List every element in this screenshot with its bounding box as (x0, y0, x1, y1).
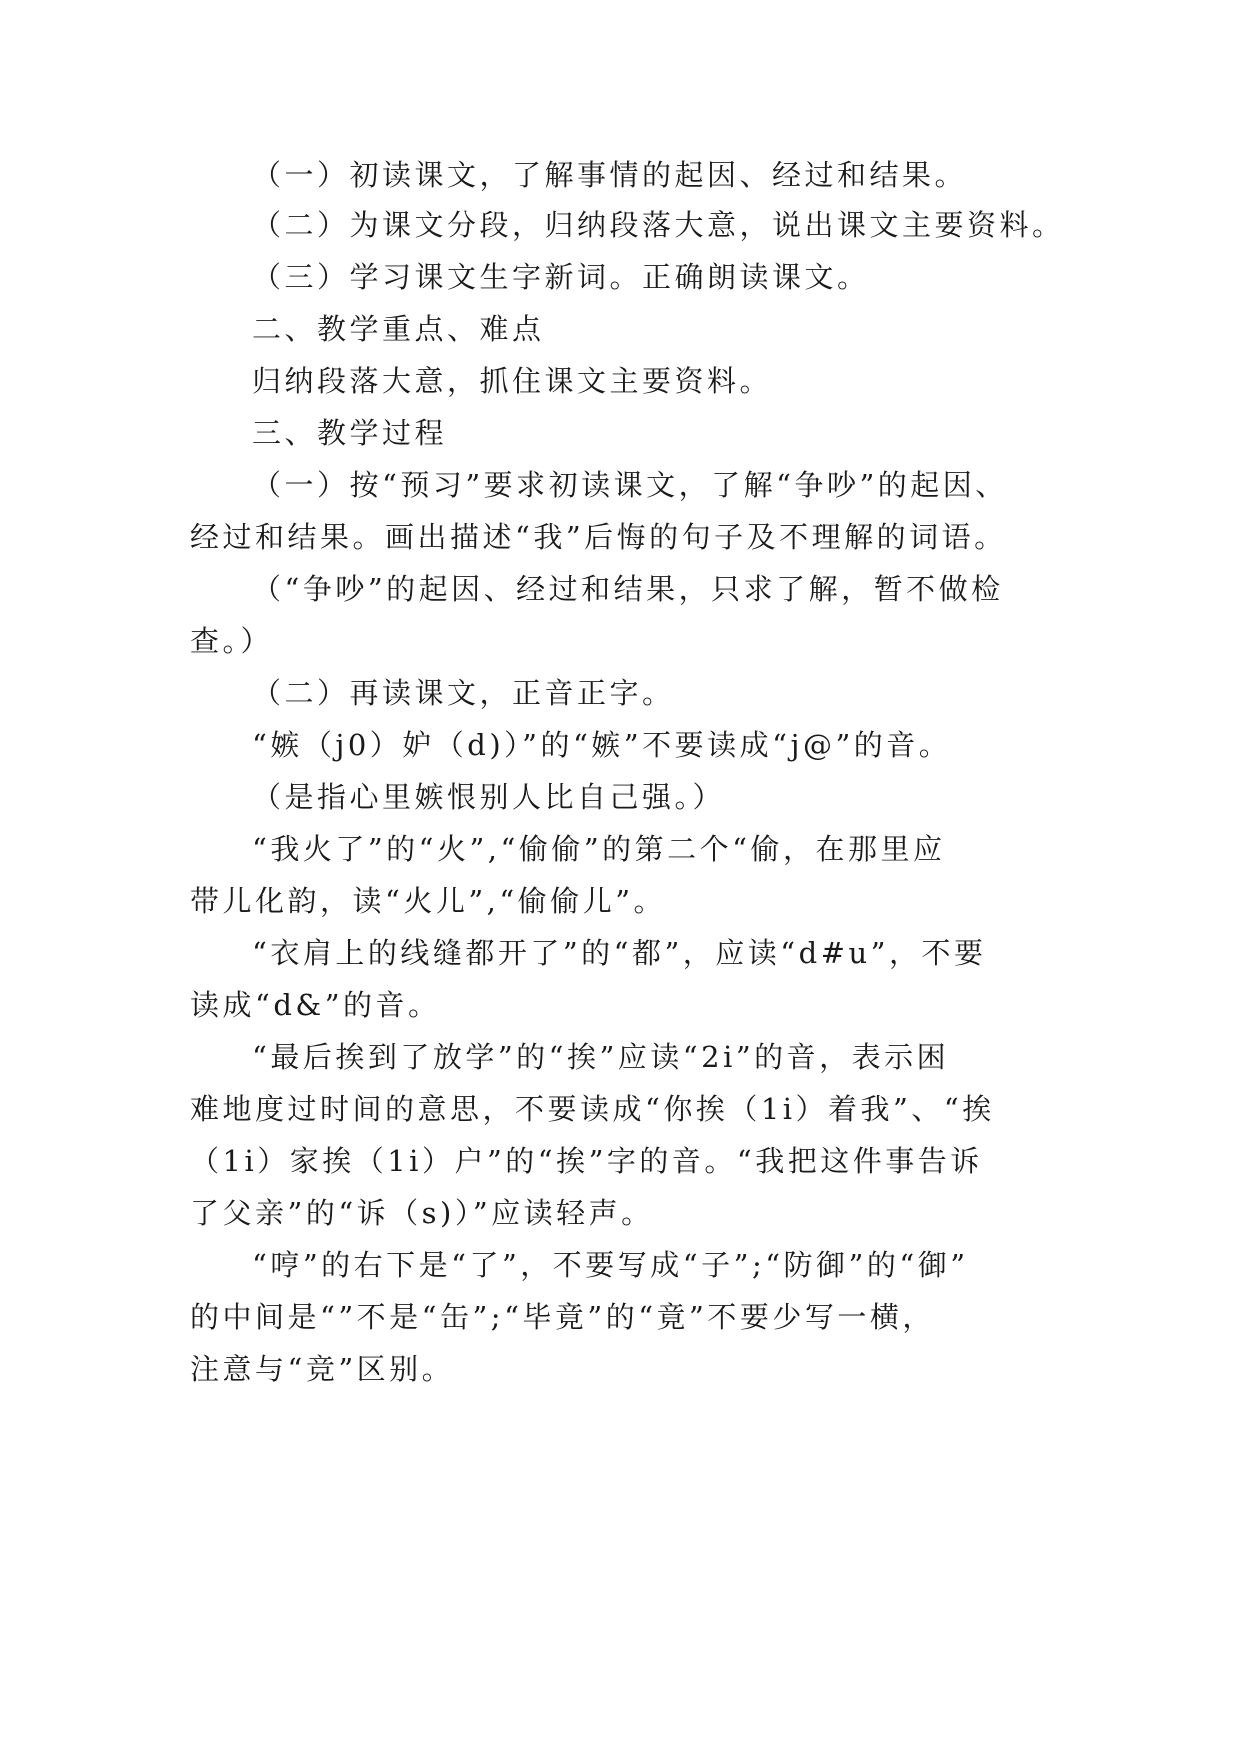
section-heading: 二、教学重点、难点 (252, 312, 545, 346)
text-line: 归纳段落大意，抓住课文主要资料。 (252, 364, 773, 398)
text-line: “嫉（j0）妒（d)）”的“嫉”不要读成“j@”的音。 (252, 728, 952, 762)
text-line: 了父亲”的“诉（s)）”应读轻声。 (190, 1196, 654, 1230)
text-line: （一）按“预习”要求初读课文，了解“争吵”的起因、 (252, 468, 1008, 502)
section-heading: 三、教学过程 (252, 416, 448, 450)
text-line: “哼”的右下是“了”，不要写成“子”;“防御”的“御” (252, 1248, 969, 1282)
text-line: 经过和结果。画出描述“我”后悔的句子及不理解的词语。 (190, 520, 1007, 554)
text-line: “衣肩上的线缝都开了”的“都”，应读“d#u”，不要 (252, 936, 987, 970)
text-line: （一）初读课文，了解事情的起因、经过和结果。 (252, 158, 968, 192)
text-line: 查。） (190, 624, 274, 658)
text-line: （“争吵”的起因、经过和结果，只求了解，暂不做检 (252, 572, 1004, 606)
text-line: 注意与“竞”区别。 (190, 1352, 455, 1386)
text-line: （1i）家挨（1i）户”的“挨”字的音。“我把这件事告诉 (190, 1144, 983, 1178)
text-line: 的中间是“”不是“缶”;“毕竟”的“竟”不要少写一横， (190, 1300, 935, 1334)
text-line: “最后挨到了放学”的“挨”应读“2i”的音，表示困 (252, 1040, 950, 1074)
text-line: （二）为课文分段，归纳段落大意，说出课文主要资料。 (252, 208, 1065, 242)
text-line: “我火了”的“火”,“偷偷”的第二个“偷，在那里应 (252, 832, 946, 866)
text-line: 难地度过时间的意思，不要读成“你挨（1i）着我”、“挨 (190, 1092, 995, 1126)
text-line: 读成“d&”的音。 (190, 988, 441, 1022)
text-line: （三）学习课文生字新词。正确朗读课文。 (252, 260, 870, 294)
text-line: （是指心里嫉恨别人比自己强。） (252, 780, 726, 814)
text-line: 带儿化韵，读“火儿”,“偷偷儿”。 (190, 884, 667, 918)
text-line: （二）再读课文，正音正字。 (252, 676, 675, 710)
